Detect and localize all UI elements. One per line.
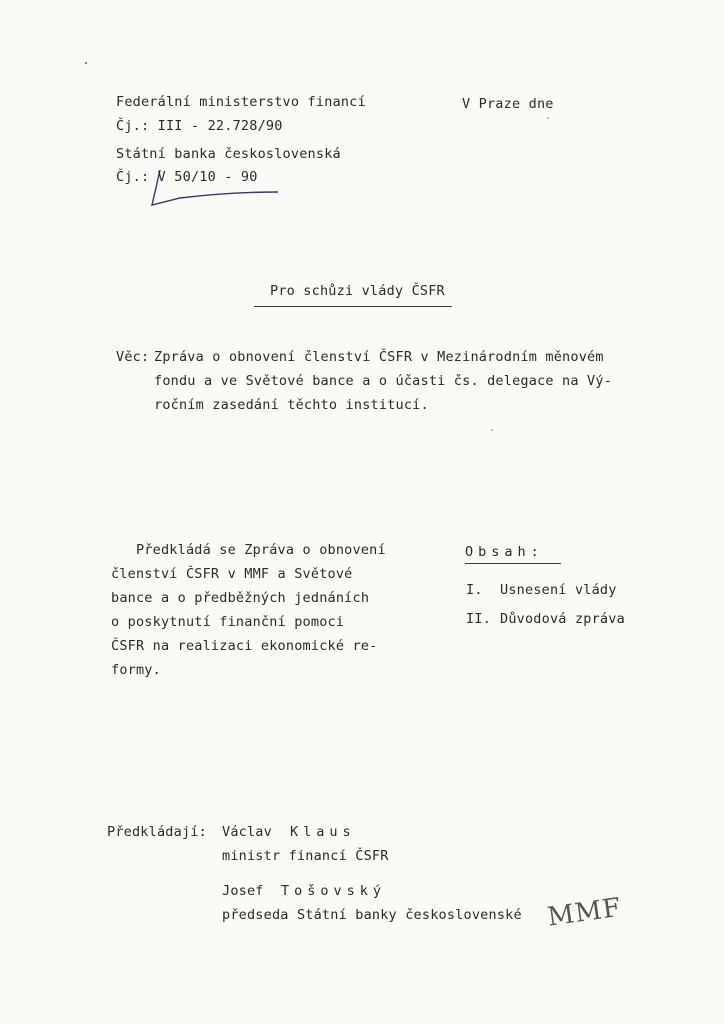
handwritten-note: MMF xyxy=(545,892,624,933)
subject-line: fondu a ve Světové bance a o účasti čs. delegace na Vý- xyxy=(154,373,613,389)
ministry-reference: Čj.: III - 22.728/90 xyxy=(116,118,283,134)
presenter-role: ministr financí ČSFR xyxy=(222,848,389,864)
intro-line: bance a o předběžných jednáních xyxy=(111,590,370,606)
contents-heading: Obsah: xyxy=(465,544,544,560)
contents-underline xyxy=(465,563,561,564)
intro-line: ČSFR na realizaci ekonomické re- xyxy=(111,638,378,654)
presenter-first-name: Václav xyxy=(222,824,272,840)
presenter-role: předseda Státní banky československé xyxy=(222,907,522,923)
presenter-last-name: Tošovský xyxy=(281,883,387,899)
bank-name: Státní banka československá xyxy=(116,146,341,162)
ministry-name: Federální ministerstvo financí xyxy=(116,94,366,110)
presenter-last-name: Klaus xyxy=(290,824,356,840)
subject-label: Věc: xyxy=(116,349,150,365)
place-date: V Praze dne xyxy=(462,96,554,112)
contents-item-number: I. xyxy=(466,582,483,598)
presenter-first-name: Josef xyxy=(222,883,264,899)
document-title: Pro schůzi vlády ČSFR xyxy=(270,283,445,299)
title-underline xyxy=(254,306,452,307)
contents-item-text: Usnesení vlády xyxy=(500,582,617,598)
intro-line: Předkládá se Zpráva o obnovení xyxy=(111,542,386,558)
subject-line: ročním zasedání těchto institucí. xyxy=(154,397,429,413)
contents-item-text: Důvodová zpráva xyxy=(500,611,625,627)
subject-line: Zpráva o obnovení členství ČSFR v Mezinárodním měnovém xyxy=(154,349,604,365)
intro-line: o poskytnutí finanční pomoci xyxy=(111,614,345,630)
intro-line: formy. xyxy=(111,662,161,678)
presenters-label: Předkládají: xyxy=(107,824,207,840)
intro-line: členství ČSFR v MMF a Světové xyxy=(111,566,353,582)
contents-item-number: II. xyxy=(466,611,491,627)
bank-reference: Čj.: V 50/10 - 90 xyxy=(116,169,258,185)
